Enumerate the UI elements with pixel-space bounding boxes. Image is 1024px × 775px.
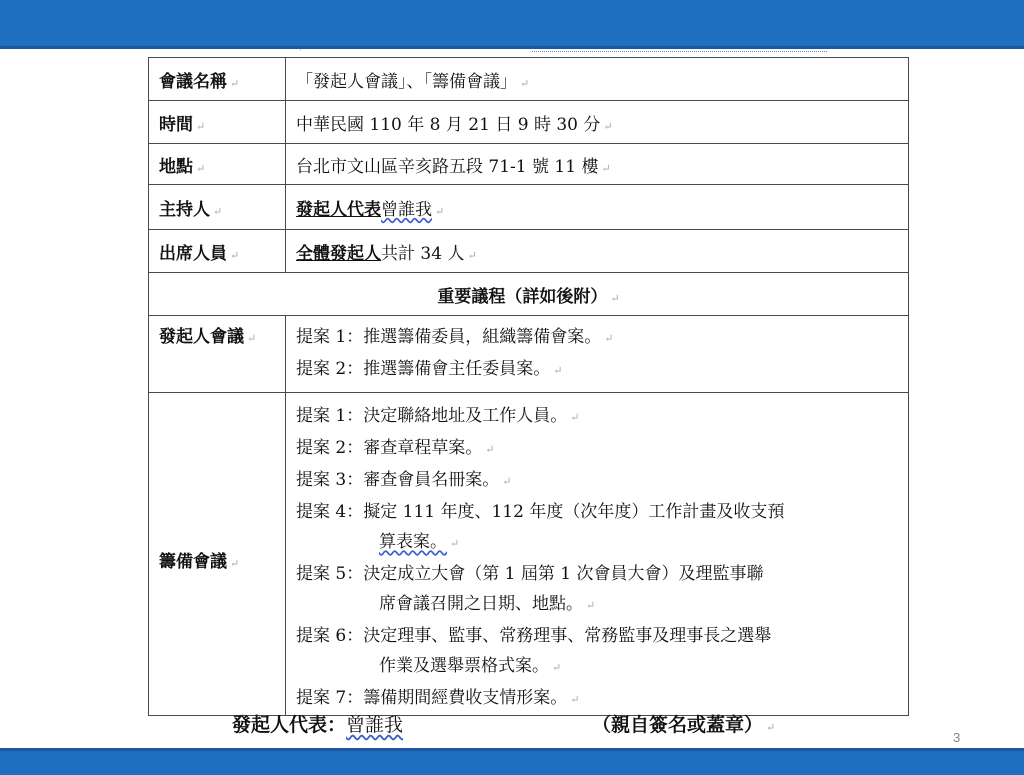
list-item: 提案 7：籌備期間經費收支情形案。 ↵: [296, 688, 580, 708]
agenda-header: 重要議程（詳如後附）: [437, 286, 608, 307]
list-item: 提案 5：決定成立大會（第 1 屆第 1 次會員大會）及理監事聯: [296, 564, 764, 584]
place-label: 地點: [159, 156, 193, 177]
meeting-name-label: 會議名稱: [159, 71, 227, 92]
row-place: 地點 ↵ 台北市文山區辛亥路五段 71-1 號 11 樓 ↵: [149, 144, 909, 185]
list-item: 提案 2：推選籌備會主任委員案。 ↵: [296, 359, 563, 379]
row-time: 時間 ↵ 中華民國 110 年 8 月 21 日 9 時 30 分 ↵: [149, 101, 909, 144]
page-number: 3: [953, 730, 961, 745]
decorative-mark: [300, 49, 301, 51]
list-item: 提案 6：決定理事、監事、常務理事、常務監事及理事長之選舉: [296, 626, 772, 646]
list-item-continuation: 席會議召開之日期、地點。 ↵: [379, 594, 596, 614]
founder-representative-line: [232, 710, 403, 737]
attendees-label: 出席人員: [159, 243, 227, 264]
list-item: 提案 4：擬定 111 年度、112 年度（次年度）工作計畫及收支預: [296, 502, 785, 522]
proposal-list: [296, 393, 898, 715]
attendees-count: 共計 34 人: [381, 243, 465, 264]
row-agenda-header: 重要議程（詳如後附） ↵: [149, 273, 909, 316]
list-item: 提案 1：決定聯絡地址及工作人員。 ↵: [296, 406, 580, 426]
place-value: 台北市文山區辛亥路五段 71-1 號 11 樓: [296, 156, 599, 177]
representative-name: 曾誰我: [346, 714, 404, 736]
time-value: 中華民國 110 年 8 月 21 日 9 時 30 分: [296, 114, 601, 135]
attendees-group: 全體發起人: [296, 243, 381, 264]
row-founders-meeting: 發起人會議 ↵ 提案 1：推選籌備委員，組織籌備會案。 ↵ 提案 2：推選籌備會主任委員案。 ↵: [149, 316, 909, 393]
list-item-continuation: 作業及選舉票格式案。 ↵: [379, 656, 562, 676]
row-host: 主持人 ↵ 發起人代表曾誰我 ↵: [149, 185, 909, 230]
top-banner-bar: [0, 0, 1024, 49]
meeting-name-value: 「發起人會議」、「籌備會議」: [296, 71, 517, 92]
list-item: 提案 3：審查會員名冊案。 ↵: [296, 470, 512, 490]
list-item-continuation: 算表案。 ↵: [379, 532, 460, 552]
time-label: 時間: [159, 114, 193, 135]
representative-label: 發起人代表：: [232, 714, 347, 736]
preparatory-meeting-label: 籌備會議: [159, 551, 227, 572]
meeting-info-table: [148, 57, 909, 716]
founders-meeting-label: 發起人會議: [159, 327, 244, 347]
dotted-underline-mark: [532, 51, 827, 52]
host-name: 曾誰我: [381, 199, 432, 220]
row-preparatory-meeting: 籌備會議 ↵ 提案 1：決定聯絡地址及工作人員。 ↵ 提案 2：審查章程草案。 ↵ 提案 3：審查會員名冊案。 ↵ 提案 4：擬定 111 年度、112 年度（次年度）工作計畫及收支預 算表案。 ↵ 提案 5：決定成立大會（第 1 屆第 1 次會員大會）及理監事聯 席會議召開之日期、地點。 ↵ 提案 6：決定理事、監事、常務理事、常務監事及理事長之選舉 作業及選舉票格式案。 ↵ 提案 7：籌備期間經費收支情形案。 ↵: [149, 393, 909, 716]
host-role: 發起人代表: [296, 199, 381, 220]
row-attendees: 出席人員 ↵ 全體發起人共計 34 人 ↵: [149, 230, 909, 273]
signature-note: （親自簽名或蓋章） ↵: [592, 714, 776, 736]
list-item: 提案 2：審查章程草案。 ↵: [296, 438, 495, 458]
list-item: 提案 1：推選籌備委員，組織籌備會案。 ↵: [296, 327, 614, 347]
row-meeting-name: 會議名稱 ↵ 「發起人會議」、「籌備會議」 ↵: [149, 58, 909, 101]
bottom-banner-bar: [0, 748, 1024, 775]
host-label: 主持人: [159, 199, 210, 220]
